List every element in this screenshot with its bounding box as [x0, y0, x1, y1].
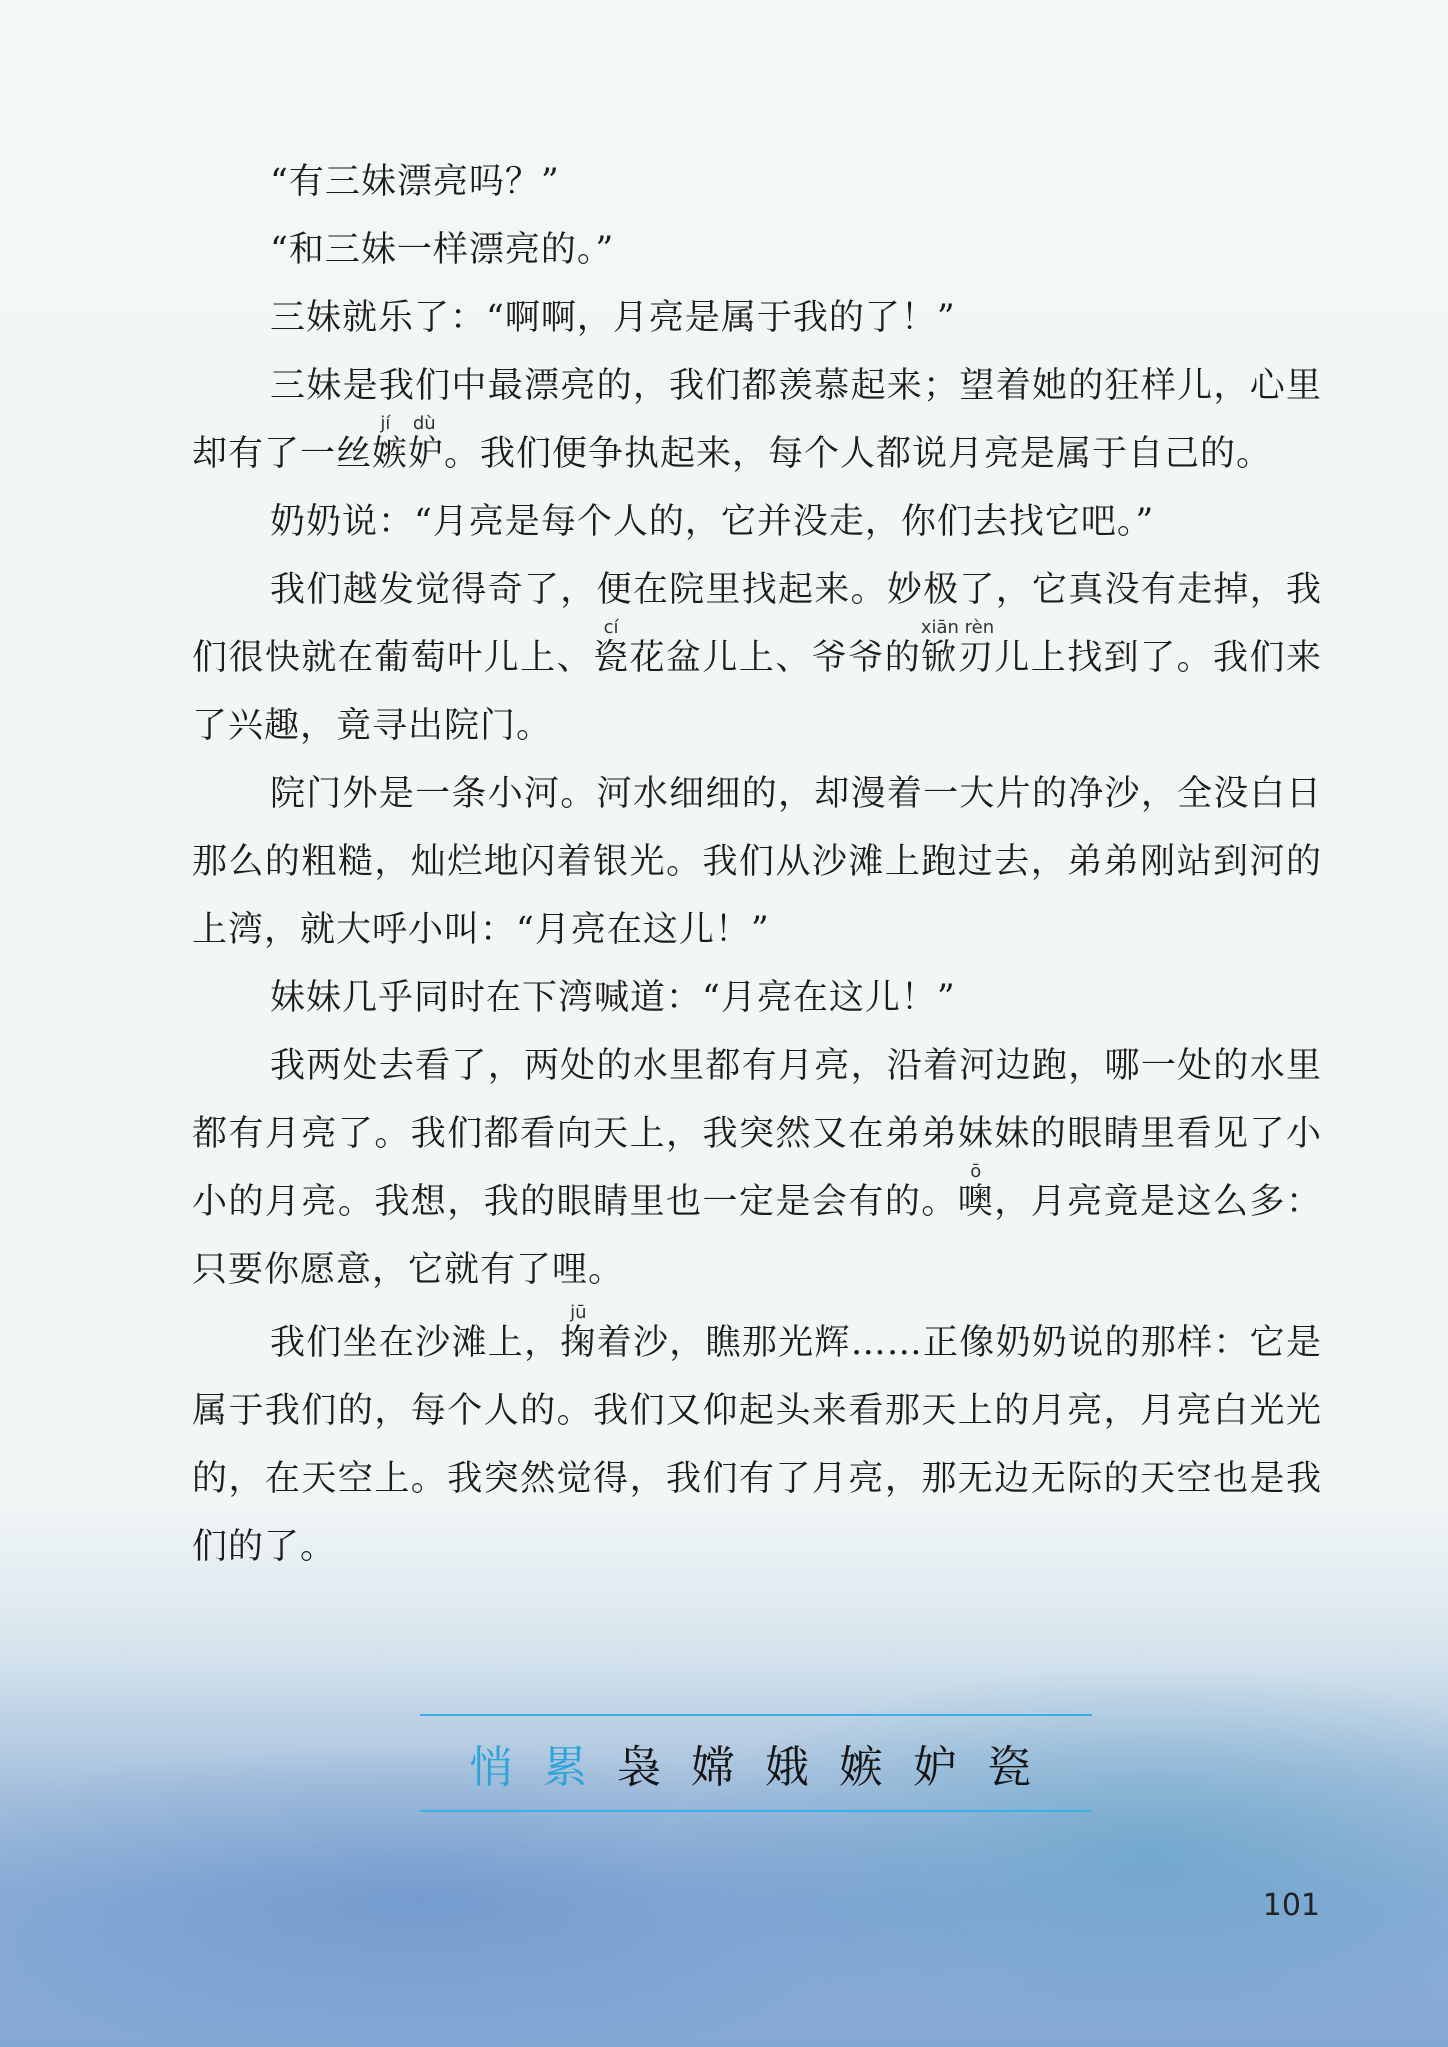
vocab-read-word: 袅 [617, 1742, 673, 1793]
text-run: 院门外是一条小河。河水细细的，却漫着一大片的净沙，全没白日那么的粗糙，灿烂地闪着银光。我们从沙滩上跑过去，弟弟刚站到河的上湾，就大呼小叫：“月亮在这儿！” [192, 774, 1322, 950]
paragraph [192, 488, 1322, 556]
text-run: “有三妹漂亮吗？” [270, 162, 560, 202]
pinyin-annotation: jū [560, 1302, 597, 1323]
vocabulary-box [420, 1714, 1092, 1812]
pinyin-annotation: ō [957, 1161, 994, 1182]
paragraph [192, 760, 1322, 964]
text-run: 三妹就乐了：“啊啊，月亮是属于我的了！” [270, 298, 956, 338]
text-run: 着沙，瞧那光辉……正像奶奶说的那样：它是属于我们的，每个人的。我们又仰起头来看那天上的月亮，月亮白光光的，在天空上。我突然觉得，我们有了月亮，那无边无际的天空也是我们的了。 [192, 1323, 1322, 1567]
pinyin-annotated-word: 瓷cí [593, 617, 630, 678]
vocab-read-word: 娥 [765, 1742, 821, 1793]
text-run: 我两处去看了，两处的水里都有月亮，沿着河边跑，哪一处的水里都有月亮了。我们都看向天上，我突然又在弟弟妹妹的眼睛里看见了小小的月亮。我想，我的眼睛里也一定是会有的。 [192, 1046, 1322, 1222]
text-run: 。我们便争执起来，每个人都说月亮是属于自己的。 [444, 434, 1273, 474]
paragraph [192, 556, 1322, 760]
text-run: ，月亮竟是这么多：只要你愿意，它就有了哩。 [192, 1182, 1322, 1290]
pinyin-annotated-word: 嫉妒jí dù [372, 413, 445, 474]
paragraph [192, 964, 1322, 1032]
pinyin-annotated-word: 锨刃xiān rèn [920, 617, 995, 678]
text-run: 我们坐在沙滩上， [270, 1323, 561, 1363]
pinyin-annotation: jí dù [372, 413, 445, 434]
paragraph [192, 1032, 1322, 1304]
paragraph [192, 148, 1322, 216]
story-text [192, 148, 1322, 1581]
page-number: 101 [1262, 1888, 1320, 1923]
text-run: 奶奶说：“月亮是每个人的，它并没走，你们去找它吧。” [270, 502, 1155, 542]
vocab-read-word: 嫦 [691, 1742, 747, 1793]
vocab-write-word: 悄 [469, 1742, 525, 1793]
text-run: 儿上找到了。我们来了兴趣，竟寻出院门。 [192, 638, 1322, 746]
paragraph [192, 1304, 1322, 1581]
paragraph [192, 284, 1322, 352]
vocab-read-word: 瓷 [987, 1742, 1043, 1793]
pinyin-annotation: xiān rèn [920, 617, 995, 638]
vocab-read-word: 嫉 [839, 1742, 895, 1793]
paragraph [192, 216, 1322, 284]
text-run: 三妹是我们中最漂亮的，我们都羡慕起来；望着她的狂样儿，心里却有了一丝 [192, 366, 1322, 474]
pinyin-annotation: cí [593, 617, 630, 638]
vocab-read-word: 妒 [913, 1742, 969, 1793]
text-run: 我们越发觉得奇了，便在院里找起来。妙极了，它真没有走掉，我们很快就在葡萄叶儿上、 [192, 570, 1322, 678]
paragraph [192, 352, 1322, 488]
text-run: 花盆儿上、爷爷的 [629, 638, 922, 678]
pinyin-annotated-word: 掬jū [560, 1302, 597, 1363]
vocab-write-word: 累 [543, 1742, 599, 1793]
text-run: “和三妹一样漂亮的。” [270, 230, 615, 270]
text-run: 妹妹几乎同时在下湾喊道：“月亮在这儿！” [270, 978, 956, 1018]
pinyin-annotated-word: 噢ō [957, 1161, 995, 1222]
